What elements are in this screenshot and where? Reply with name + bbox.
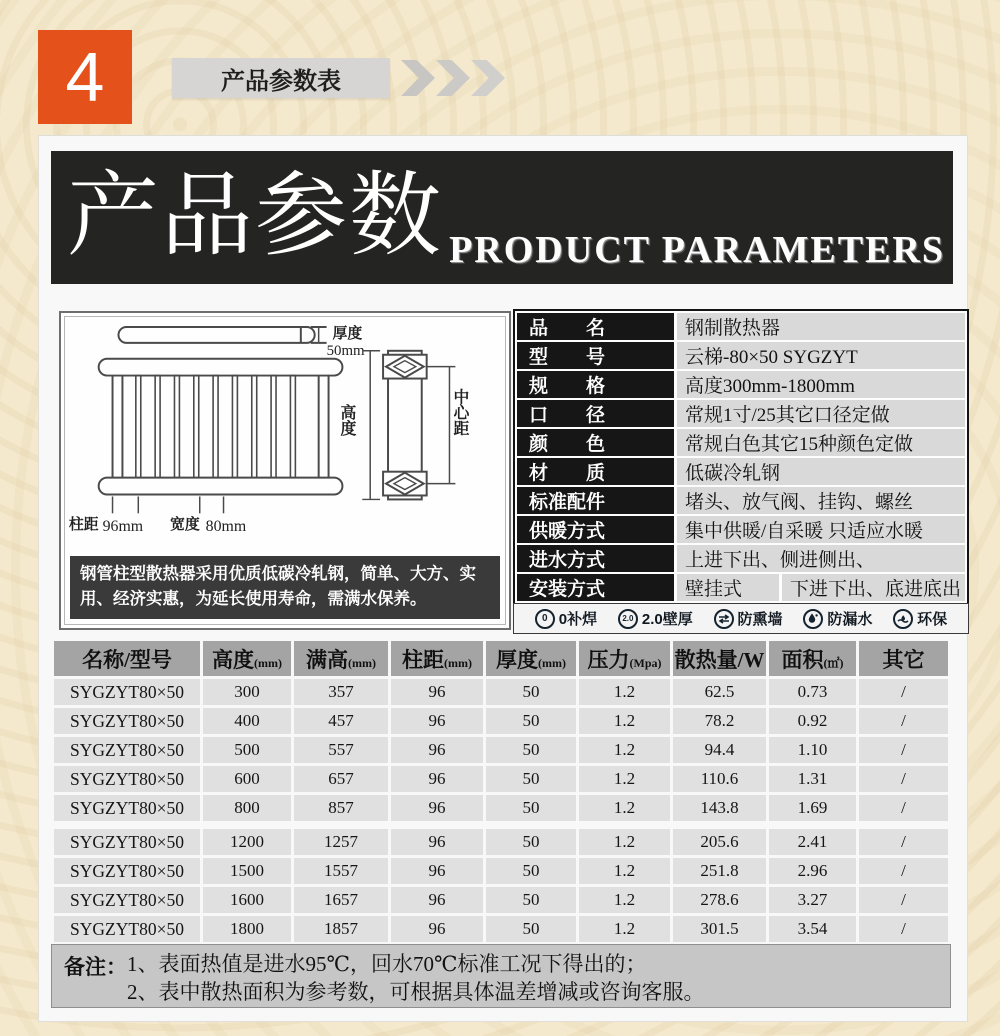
param-cell: 657: [294, 766, 388, 792]
param-cell: 500: [203, 737, 291, 763]
param-cell: 1.2: [579, 737, 670, 763]
param-header-cell: 压力(Mpa): [579, 641, 670, 676]
param-cell: 1.2: [579, 858, 670, 884]
content-panel: [38, 135, 968, 1022]
banner: [51, 151, 953, 284]
param-cell: 62.5: [673, 679, 766, 705]
param-cell: 600: [203, 766, 291, 792]
section-number-badge: [38, 30, 132, 124]
param-cell: 1.2: [579, 887, 670, 913]
param-header-cell: 散热量/W: [673, 641, 766, 676]
param-cell: 300: [203, 679, 291, 705]
dim-center-distance-label: 中心距: [450, 388, 468, 437]
param-table-wrap: [51, 638, 951, 945]
zero-repair-weld-icon: 0: [535, 609, 555, 629]
radiator-diagram: [61, 319, 501, 557]
param-cell: 278.6: [673, 887, 766, 913]
param-cell: /: [859, 766, 948, 792]
cert-label: 环保: [917, 611, 948, 628]
param-cell: 1.2: [579, 795, 670, 821]
banner-title-en: PRODUCT PARAMETERS: [449, 229, 945, 271]
eco-water-icon: [893, 609, 913, 629]
param-row: [54, 858, 948, 884]
dim-pitch-value: 96mm: [102, 518, 144, 536]
cert-label: 2.0壁厚: [641, 611, 693, 628]
note-line: 2、表中散热面积为参考数，可根据具体温差增减或咨询客服。: [127, 979, 705, 1004]
param-cell: /: [859, 887, 948, 913]
param-cell: 0.92: [769, 708, 856, 734]
param-cell: 50: [486, 829, 576, 855]
dim-pitch-label: 柱距: [68, 517, 99, 534]
param-cell: 96: [391, 795, 483, 821]
param-cell: 2.96: [769, 858, 856, 884]
param-header-cell: 其它: [859, 641, 948, 676]
spec-row: [517, 574, 965, 601]
param-header-cell: 名称/型号: [54, 641, 200, 676]
param-row: [54, 766, 948, 792]
spec-row: [517, 313, 965, 340]
param-cell: SYGZYT80×50: [54, 737, 200, 763]
param-cell: 1200: [203, 829, 291, 855]
param-row: [54, 887, 948, 913]
chevron-right-icon: [471, 60, 505, 96]
param-cell: SYGZYT80×50: [54, 708, 200, 734]
spec-table: [513, 309, 969, 605]
param-cell: SYGZYT80×50: [54, 858, 200, 884]
chevron-arrows: [400, 60, 505, 96]
diagram-caption: 钢管柱型散热器采用优质低碳冷轧钢，简单、大方、实用、经济实惠，为延长使用寿命，需满水保养。: [70, 556, 500, 619]
param-cell: 457: [294, 708, 388, 734]
param-cell: 557: [294, 737, 388, 763]
param-cell: 1500: [203, 858, 291, 884]
param-cell: 1.2: [579, 916, 670, 942]
spec-row: [517, 487, 965, 514]
section-title-bar: [172, 58, 390, 98]
param-cell: /: [859, 829, 948, 855]
param-cell: 1857: [294, 916, 388, 942]
radiator-diagram-panel: [59, 311, 511, 630]
param-cell: 1.2: [579, 679, 670, 705]
section-number: 4: [65, 38, 105, 116]
param-cell: 357: [294, 679, 388, 705]
param-cell: /: [859, 679, 948, 705]
banner-title-cn: 产品参数: [67, 165, 444, 267]
param-group-gap: [54, 824, 948, 826]
param-cell: 96: [391, 916, 483, 942]
param-cell: 1600: [203, 887, 291, 913]
param-cell: 1.2: [579, 708, 670, 734]
cert-item: [535, 608, 597, 629]
param-cell: 251.8: [673, 858, 766, 884]
param-header-cell: 面积(㎡): [769, 641, 856, 676]
spec-label: 规 格: [517, 371, 674, 398]
param-cell: 50: [486, 795, 576, 821]
spec-value: 壁挂式: [677, 574, 779, 601]
cert-item: [803, 608, 872, 629]
param-cell: 3.54: [769, 916, 856, 942]
spec-value: 云梯-80×50 SYGZYT: [677, 342, 965, 369]
spec-label: 型 号: [517, 342, 674, 369]
param-cell: 1800: [203, 916, 291, 942]
param-row: [54, 708, 948, 734]
cert-item: [618, 608, 693, 629]
certification-bar: [513, 603, 969, 634]
param-header-cell: 满高(mm): [294, 641, 388, 676]
param-cell: 50: [486, 737, 576, 763]
param-cell: 1.2: [579, 829, 670, 855]
cert-label: 0补焊: [558, 611, 598, 628]
param-row: [54, 737, 948, 763]
param-cell: 143.8: [673, 795, 766, 821]
param-row: [54, 679, 948, 705]
param-cell: 96: [391, 708, 483, 734]
param-cell: 3.27: [769, 887, 856, 913]
param-cell: 2.41: [769, 829, 856, 855]
param-header-cell: 柱距(mm): [391, 641, 483, 676]
param-cell: SYGZYT80×50: [54, 887, 200, 913]
param-cell: 50: [486, 708, 576, 734]
chevron-right-icon: [436, 60, 470, 96]
param-cell: /: [859, 795, 948, 821]
param-cell: 400: [203, 708, 291, 734]
param-cell: 94.4: [673, 737, 766, 763]
param-header-row: [54, 641, 948, 676]
spec-value: 下进下出、底进底出: [782, 574, 965, 601]
spec-row: [517, 400, 965, 427]
param-cell: 1.2: [579, 766, 670, 792]
param-cell: 96: [391, 679, 483, 705]
spec-row: [517, 516, 965, 543]
param-cell: 800: [203, 795, 291, 821]
spec-value: 上进下出、侧进侧出、: [677, 545, 965, 572]
param-cell: 1257: [294, 829, 388, 855]
param-cell: SYGZYT80×50: [54, 679, 200, 705]
chevron-right-icon: [401, 60, 435, 96]
param-cell: 1.10: [769, 737, 856, 763]
cert-label: 防漏水: [827, 611, 873, 628]
cert-item: [893, 608, 947, 629]
param-cell: 1657: [294, 887, 388, 913]
param-cell: /: [859, 916, 948, 942]
param-cell: 96: [391, 829, 483, 855]
param-cell: 1.69: [769, 795, 856, 821]
notes-box: [51, 944, 951, 1008]
spec-row: [517, 429, 965, 456]
param-cell: SYGZYT80×50: [54, 795, 200, 821]
spec-value: 常规1寸/25其它口径定做: [677, 400, 965, 427]
param-cell: /: [859, 737, 948, 763]
spec-label: 材 质: [517, 458, 674, 485]
param-cell: 96: [391, 887, 483, 913]
param-cell: 50: [486, 887, 576, 913]
cert-label: 防熏墙: [737, 611, 783, 628]
droplet-icon: [803, 609, 823, 629]
param-cell: 50: [486, 916, 576, 942]
spec-label: 进水方式: [517, 545, 674, 572]
spec-label: 标准配件: [517, 487, 674, 514]
cert-item: [714, 608, 783, 629]
spec-label: 口 径: [517, 400, 674, 427]
param-cell: 50: [486, 679, 576, 705]
param-cell: 96: [391, 737, 483, 763]
param-cell: 50: [486, 766, 576, 792]
spec-value: 常规白色其它15种颜色定做: [677, 429, 965, 456]
spec-row: [517, 545, 965, 572]
param-table: [51, 638, 951, 945]
param-cell: /: [859, 858, 948, 884]
param-header-cell: 厚度(mm): [486, 641, 576, 676]
dim-width-label: 宽度: [170, 517, 200, 534]
notes-prefix: 备注：: [64, 955, 127, 979]
param-cell: SYGZYT80×50: [54, 916, 200, 942]
dim-thickness-value: 50mm: [326, 342, 365, 359]
param-cell: 96: [391, 766, 483, 792]
spec-label: 颜 色: [517, 429, 674, 456]
param-cell: /: [859, 708, 948, 734]
param-cell: 857: [294, 795, 388, 821]
param-cell: 78.2: [673, 708, 766, 734]
dim-height-label: 高度: [337, 404, 355, 437]
param-row: [54, 916, 948, 942]
param-row: [54, 795, 948, 821]
spec-value: 低碳冷轧钢: [677, 458, 965, 485]
spec-value: 集中供暖/自采暖 只适应水暖: [677, 516, 965, 543]
param-cell: 1557: [294, 858, 388, 884]
spec-value: 堵头、放气阀、挂钩、螺丝: [677, 487, 965, 514]
spec-value: 钢制散热器: [677, 313, 965, 340]
param-cell: 110.6: [673, 766, 766, 792]
param-cell: SYGZYT80×50: [54, 766, 200, 792]
section-title: 产品参数表: [221, 67, 341, 95]
param-cell: 0.73: [769, 679, 856, 705]
note-line: 1、表面热值是进水95℃，回水70℃标准工况下得出的；: [127, 952, 647, 976]
param-cell: 301.5: [673, 916, 766, 942]
param-header-cell: 高度(mm): [203, 641, 291, 676]
spec-label: 安装方式: [517, 574, 674, 601]
spec-value: 高度300mm-1800mm: [677, 371, 965, 398]
param-cell: 96: [391, 858, 483, 884]
param-cell: 205.6: [673, 829, 766, 855]
wall-thickness-icon: 2.0: [618, 609, 638, 629]
swap-arrows-icon: [714, 609, 734, 629]
param-cell: 50: [486, 858, 576, 884]
spec-row: [517, 342, 965, 369]
param-cell: 1.31: [769, 766, 856, 792]
dim-width-value: 80mm: [205, 518, 247, 536]
param-cell: SYGZYT80×50: [54, 829, 200, 855]
spec-row: [517, 371, 965, 398]
spec-row: [517, 458, 965, 485]
spec-label: 品 名: [517, 313, 674, 340]
param-row: [54, 829, 948, 855]
spec-label: 供暖方式: [517, 516, 674, 543]
dim-thickness-label: 厚度: [332, 325, 363, 342]
